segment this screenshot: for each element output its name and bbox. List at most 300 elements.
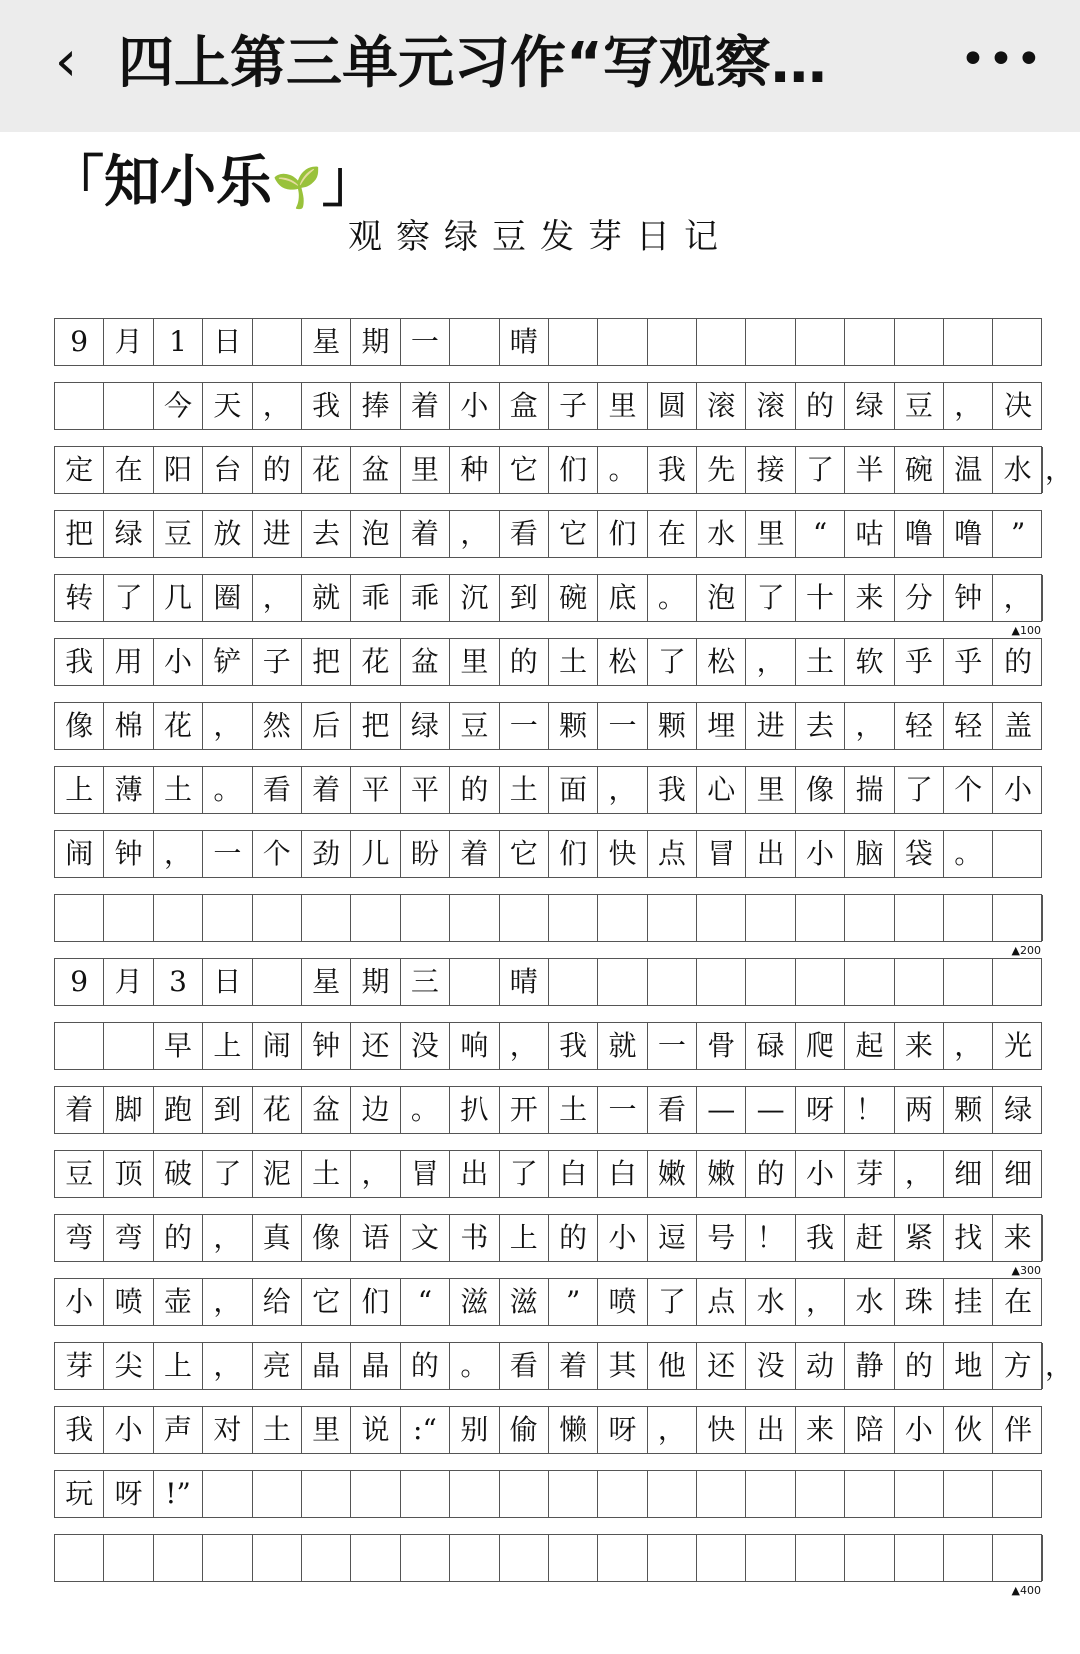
grid-cell: 了 bbox=[895, 767, 944, 813]
grid-cell bbox=[450, 1471, 499, 1517]
grid-cell: 晴 bbox=[500, 319, 549, 365]
grid-cell: 小 bbox=[895, 1407, 944, 1453]
grid-cell: 静 bbox=[845, 1343, 894, 1389]
grid-cell: 来 bbox=[845, 575, 894, 621]
grid-cell bbox=[944, 895, 993, 941]
grid-cell bbox=[401, 895, 450, 941]
grid-cell: 玩 bbox=[55, 1471, 104, 1517]
grid-cell: 。 bbox=[648, 575, 697, 621]
grid-cell bbox=[895, 319, 944, 365]
grid-cell: 赶 bbox=[845, 1215, 894, 1261]
grid-cell bbox=[746, 1471, 795, 1517]
grid-row bbox=[54, 1214, 1042, 1277]
grid-cell: ， bbox=[154, 831, 203, 877]
grid-cell: 的 bbox=[253, 447, 302, 493]
grid-cell: 着 bbox=[401, 383, 450, 429]
grid-cell: 决 bbox=[1004, 389, 1033, 422]
grid-cell: 两 bbox=[895, 1087, 944, 1133]
grid-cell: 声 bbox=[154, 1407, 203, 1453]
grid-cell: 用 bbox=[104, 639, 153, 685]
grid-cell bbox=[648, 959, 697, 1005]
grid-cell bbox=[104, 1535, 153, 1581]
grid-cell: “ bbox=[796, 511, 845, 557]
grid-cell: 三 bbox=[401, 959, 450, 1005]
grid-cell: 碗 bbox=[895, 447, 944, 493]
grid-cell: 把 bbox=[55, 511, 104, 557]
grid-cell bbox=[993, 1471, 1042, 1517]
logo-bracket: 」 bbox=[321, 150, 378, 215]
grid-cell bbox=[450, 1535, 499, 1581]
grid-cell bbox=[944, 319, 993, 365]
grid-cell bbox=[253, 1471, 302, 1517]
grid-cell: 伴 bbox=[1004, 1413, 1033, 1446]
grid-cell: 出 bbox=[450, 1151, 499, 1197]
grid-cell: 就 bbox=[302, 575, 351, 621]
grid-cell: 子 bbox=[549, 383, 598, 429]
grid-cell bbox=[845, 1535, 894, 1581]
chevron-left-icon: ‹ bbox=[54, 29, 78, 94]
grid-cell: 们 bbox=[549, 447, 598, 493]
grid-cell bbox=[55, 383, 104, 429]
grid-cell: 一 bbox=[598, 1087, 647, 1133]
grid-cell: 乖 bbox=[401, 575, 450, 621]
grid-cell: 边 bbox=[351, 1087, 400, 1133]
writing-grid bbox=[54, 318, 1074, 1598]
grid-cell bbox=[598, 959, 647, 1005]
grid-row bbox=[54, 1150, 1042, 1198]
grid-cell: 出 bbox=[746, 831, 795, 877]
grid-cell bbox=[55, 1535, 104, 1581]
grid-cell: 芽 bbox=[845, 1151, 894, 1197]
grid-row bbox=[54, 1406, 1042, 1454]
grid-cell: 劲 bbox=[302, 831, 351, 877]
grid-row bbox=[54, 318, 1042, 366]
grid-cell: 星 bbox=[302, 319, 351, 365]
grid-cell bbox=[895, 1535, 944, 1581]
grid-cell: ， bbox=[253, 575, 302, 621]
grid-cell: 种 bbox=[450, 447, 499, 493]
grid-cell bbox=[351, 1535, 400, 1581]
grid-cell: 水 bbox=[746, 1279, 795, 1325]
grid-cell: 着 bbox=[55, 1087, 104, 1133]
grid-cell: ” bbox=[549, 1279, 598, 1325]
grid-cell bbox=[895, 959, 944, 1005]
grid-cell: 碗 bbox=[549, 575, 598, 621]
grid-cell: 平 bbox=[401, 767, 450, 813]
grid-cell: 里 bbox=[598, 383, 647, 429]
grid-cell bbox=[895, 1471, 944, 1517]
grid-cell: 豆 bbox=[55, 1151, 104, 1197]
grid-cell: 松 bbox=[697, 639, 746, 685]
page-title: 四上第三单元习作“写观察… bbox=[118, 31, 827, 96]
grid-cell bbox=[253, 959, 302, 1005]
margin-punctuation: ， bbox=[1045, 453, 1074, 486]
grid-cell bbox=[796, 895, 845, 941]
grid-cell: 的 bbox=[1004, 645, 1033, 678]
grid-cell: 个 bbox=[253, 831, 302, 877]
grid-cell bbox=[944, 1471, 993, 1517]
grid-cell: ！ bbox=[845, 1087, 894, 1133]
grid-cell: 碌 bbox=[746, 1023, 795, 1069]
grid-cell: 上 bbox=[500, 1215, 549, 1261]
grid-cell bbox=[302, 1471, 351, 1517]
grid-cell: 上 bbox=[154, 1343, 203, 1389]
grid-cell: 我 bbox=[55, 639, 104, 685]
grid-cell: 号 bbox=[697, 1215, 746, 1261]
grid-cell: 土 bbox=[253, 1407, 302, 1453]
grid-cell: 的 bbox=[549, 1215, 598, 1261]
grid-cell: 圆 bbox=[648, 383, 697, 429]
grid-cell: 呀 bbox=[796, 1087, 845, 1133]
grid-cell: 绿 bbox=[401, 703, 450, 749]
grid-cell: 懒 bbox=[549, 1407, 598, 1453]
grid-cell: 分 bbox=[895, 575, 944, 621]
grid-cell: 它 bbox=[549, 511, 598, 557]
grid-cell: 真 bbox=[253, 1215, 302, 1261]
grid-cell: 没 bbox=[401, 1023, 450, 1069]
grid-cell: ， bbox=[648, 1407, 697, 1453]
grid-cell bbox=[746, 319, 795, 365]
grid-cell: 轻 bbox=[895, 703, 944, 749]
grid-cell: 然 bbox=[253, 703, 302, 749]
word-count-marker: ▲100 bbox=[1011, 624, 1041, 637]
grid-cell: 点 bbox=[697, 1279, 746, 1325]
grid-cell: 软 bbox=[845, 639, 894, 685]
grid-cell: 转 bbox=[55, 575, 104, 621]
grid-cell: 盖 bbox=[1004, 709, 1033, 742]
grid-cell: 小 bbox=[796, 831, 845, 877]
grid-cell: 看 bbox=[253, 767, 302, 813]
grid-cell bbox=[796, 1471, 845, 1517]
grid-cell: 小 bbox=[1004, 773, 1033, 806]
grid-cell: 台 bbox=[203, 447, 252, 493]
grid-cell: 泡 bbox=[351, 511, 400, 557]
grid-cell: 小 bbox=[598, 1215, 647, 1261]
grid-cell bbox=[253, 1535, 302, 1581]
grid-cell: 还 bbox=[351, 1023, 400, 1069]
grid-cell: ， bbox=[944, 383, 993, 429]
grid-cell: 小 bbox=[154, 639, 203, 685]
grid-cell: 喷 bbox=[598, 1279, 647, 1325]
grid-cell: 方 bbox=[993, 1343, 1042, 1389]
grid-cell: 日 bbox=[203, 319, 252, 365]
grid-cell: 松 bbox=[598, 639, 647, 685]
grid-cell: 了 bbox=[104, 575, 153, 621]
grid-cell: 快 bbox=[598, 831, 647, 877]
grid-cell: 一 bbox=[500, 703, 549, 749]
grid-cell: 来 bbox=[796, 1407, 845, 1453]
grid-cell: 看 bbox=[500, 511, 549, 557]
grid-cell: :“ bbox=[401, 1407, 450, 1453]
grid-cell: 其 bbox=[598, 1343, 647, 1389]
grid-cell: 我 bbox=[55, 1407, 104, 1453]
back-button[interactable] bbox=[34, 22, 98, 102]
grid-cell: 文 bbox=[401, 1215, 450, 1261]
grid-cell: 进 bbox=[253, 511, 302, 557]
grid-cell: 面 bbox=[549, 767, 598, 813]
grid-cell: 起 bbox=[845, 1023, 894, 1069]
grid-cell: 出 bbox=[746, 1407, 795, 1453]
grid-cell: ， bbox=[203, 1215, 252, 1261]
grid-cell: 土 bbox=[500, 767, 549, 813]
grid-cell: 放 bbox=[203, 511, 252, 557]
grid-cell: 里 bbox=[450, 639, 499, 685]
word-count-marker: ▲200 bbox=[1011, 944, 1041, 957]
grid-cell bbox=[944, 1535, 993, 1581]
grid-cell: 在 bbox=[648, 511, 697, 557]
grid-cell: 呀 bbox=[104, 1471, 153, 1517]
grid-cell bbox=[203, 895, 252, 941]
word-count-marker: ▲400 bbox=[1011, 1584, 1041, 1597]
grid-cell: 上 bbox=[55, 767, 104, 813]
grid-cell: 弯 bbox=[104, 1215, 153, 1261]
grid-cell: 们 bbox=[351, 1279, 400, 1325]
grid-cell: 水 bbox=[993, 447, 1042, 493]
grid-cell: 泡 bbox=[697, 575, 746, 621]
grid-cell: 滚 bbox=[746, 383, 795, 429]
grid-cell: 钟 bbox=[944, 575, 993, 621]
grid-cell: 嫩 bbox=[697, 1151, 746, 1197]
grid-cell bbox=[697, 1471, 746, 1517]
grid-cell: 滋 bbox=[450, 1279, 499, 1325]
grid-cell bbox=[993, 959, 1042, 1005]
grid-cell: ” bbox=[1010, 517, 1026, 550]
grid-row bbox=[54, 830, 1042, 878]
grid-cell bbox=[154, 1535, 203, 1581]
grid-cell: 的 bbox=[746, 1151, 795, 1197]
grid-cell bbox=[598, 895, 647, 941]
grid-cell: 我 bbox=[648, 447, 697, 493]
grid-cell: 钟 bbox=[104, 831, 153, 877]
grid-row bbox=[54, 1342, 1074, 1390]
margin-punctuation: ， bbox=[1045, 1349, 1074, 1382]
grid-cell: 嫩 bbox=[648, 1151, 697, 1197]
grid-cell bbox=[697, 1535, 746, 1581]
grid-cell: 跑 bbox=[154, 1087, 203, 1133]
grid-cell: 花 bbox=[351, 639, 400, 685]
grid-cell: 了 bbox=[796, 447, 845, 493]
grid-cell: 壶 bbox=[154, 1279, 203, 1325]
grid-row bbox=[54, 766, 1042, 814]
grid-cell: 小 bbox=[104, 1407, 153, 1453]
grid-cell: 没 bbox=[746, 1343, 795, 1389]
grid-cell: 给 bbox=[253, 1279, 302, 1325]
grid-cell bbox=[302, 1535, 351, 1581]
grid-cell bbox=[549, 1535, 598, 1581]
grid-cell: “ bbox=[401, 1279, 450, 1325]
grid-cell: 光 bbox=[1004, 1029, 1033, 1062]
grid-cell: 早 bbox=[154, 1023, 203, 1069]
grid-cell: 了 bbox=[746, 575, 795, 621]
grid-cell: 弯 bbox=[55, 1215, 104, 1261]
grid-cell: 喷 bbox=[104, 1279, 153, 1325]
grid-cell: 一 bbox=[598, 703, 647, 749]
grid-cell: 绿 bbox=[845, 383, 894, 429]
grid-cell: 来 bbox=[993, 1215, 1042, 1261]
grid-cell bbox=[648, 1471, 697, 1517]
grid-cell: 看 bbox=[500, 1343, 549, 1389]
grid-cell: 尖 bbox=[104, 1343, 153, 1389]
grid-cell: 们 bbox=[598, 511, 647, 557]
grid-cell: 花 bbox=[302, 447, 351, 493]
grid-cell: 里 bbox=[746, 767, 795, 813]
grid-cell: ， bbox=[796, 1279, 845, 1325]
grid-cell bbox=[203, 1471, 252, 1517]
grid-cell: 顶 bbox=[104, 1151, 153, 1197]
grid-cell: 点 bbox=[648, 831, 697, 877]
grid-cell: 看 bbox=[648, 1087, 697, 1133]
grid-cell: 。 bbox=[401, 1087, 450, 1133]
grid-cell: 小 bbox=[450, 383, 499, 429]
grid-cell: 儿 bbox=[351, 831, 400, 877]
grid-cell: 冒 bbox=[697, 831, 746, 877]
grid-cell: 里 bbox=[401, 447, 450, 493]
grid-cell: ， bbox=[500, 1023, 549, 1069]
grid-cell: 它 bbox=[500, 831, 549, 877]
grid-cell: 陪 bbox=[845, 1407, 894, 1453]
grid-cell: 土 bbox=[796, 639, 845, 685]
grid-cell: 它 bbox=[500, 447, 549, 493]
grid-cell: 钟 bbox=[302, 1023, 351, 1069]
grid-cell: 的 bbox=[895, 1343, 944, 1389]
grid-cell bbox=[796, 319, 845, 365]
grid-cell: 闹 bbox=[55, 831, 104, 877]
grid-cell: ， bbox=[944, 1023, 993, 1069]
grid-cell: 轻 bbox=[944, 703, 993, 749]
more-button[interactable] bbox=[960, 30, 1044, 90]
grid-cell: ， bbox=[895, 1151, 944, 1197]
grid-cell: 上 bbox=[203, 1023, 252, 1069]
grid-cell bbox=[845, 1471, 894, 1517]
grid-cell: 水 bbox=[697, 511, 746, 557]
grid-cell bbox=[500, 1471, 549, 1517]
grid-cell: 紧 bbox=[895, 1215, 944, 1261]
grid-cell: 豆 bbox=[154, 511, 203, 557]
grid-cell: 。 bbox=[450, 1343, 499, 1389]
grid-cell: 我 bbox=[796, 1215, 845, 1261]
grid-cell: 说 bbox=[351, 1407, 400, 1453]
grid-cell: 。 bbox=[203, 767, 252, 813]
grid-cell: 在 bbox=[104, 447, 153, 493]
grid-cell: 书 bbox=[450, 1215, 499, 1261]
grid-cell bbox=[845, 959, 894, 1005]
grid-cell: 月 bbox=[104, 319, 153, 365]
grid-cell bbox=[203, 1535, 252, 1581]
grid-cell bbox=[104, 1023, 153, 1069]
grid-cell: 着 bbox=[549, 1343, 598, 1389]
grid-cell: 天 bbox=[203, 383, 252, 429]
grid-cell: 闹 bbox=[253, 1023, 302, 1069]
grid-cell: 们 bbox=[549, 831, 598, 877]
grid-cell bbox=[351, 1471, 400, 1517]
grid-cell: 先 bbox=[697, 447, 746, 493]
grid-cell bbox=[450, 319, 499, 365]
grid-cell bbox=[253, 895, 302, 941]
grid-cell bbox=[796, 959, 845, 1005]
grid-cell: 棉 bbox=[104, 703, 153, 749]
grid-cell bbox=[746, 1535, 795, 1581]
grid-cell: 小 bbox=[796, 1151, 845, 1197]
grid-cell: 晶 bbox=[351, 1343, 400, 1389]
grid-cell: ， bbox=[993, 575, 1042, 621]
grid-cell bbox=[598, 1535, 647, 1581]
grid-cell: 一 bbox=[648, 1023, 697, 1069]
grid-cell: 破 bbox=[154, 1151, 203, 1197]
grid-cell: 语 bbox=[351, 1215, 400, 1261]
grid-cell: 袋 bbox=[895, 831, 944, 877]
grid-cell bbox=[993, 831, 1042, 877]
grid-cell: !” bbox=[154, 1471, 203, 1517]
grid-cell: 逗 bbox=[648, 1215, 697, 1261]
grid-cell bbox=[796, 1535, 845, 1581]
grid-cell: 盆 bbox=[302, 1087, 351, 1133]
grid-cell: 的 bbox=[500, 639, 549, 685]
grid-cell bbox=[500, 1535, 549, 1581]
grid-cell: 一 bbox=[203, 831, 252, 877]
grid-cell: 几 bbox=[154, 575, 203, 621]
grid-cell: 捧 bbox=[351, 383, 400, 429]
grid-cell: 里 bbox=[302, 1407, 351, 1453]
grid-cell: 爬 bbox=[796, 1023, 845, 1069]
grid-cell: 脚 bbox=[104, 1087, 153, 1133]
grid-cell bbox=[401, 1535, 450, 1581]
grid-cell: 它 bbox=[302, 1279, 351, 1325]
grid-cell bbox=[746, 959, 795, 1005]
grid-row bbox=[54, 446, 1074, 494]
grid-cell: 我 bbox=[302, 383, 351, 429]
grid-cell: 着 bbox=[450, 831, 499, 877]
grid-cell: 颗 bbox=[648, 703, 697, 749]
grid-cell: 底 bbox=[598, 575, 647, 621]
grid-cell: 伙 bbox=[944, 1407, 993, 1453]
grid-cell: ！ bbox=[746, 1215, 795, 1261]
grid-row bbox=[54, 958, 1042, 1006]
ellipsis-icon: ••• bbox=[960, 34, 1044, 85]
grid-cell bbox=[944, 959, 993, 1005]
grid-cell: 就 bbox=[598, 1023, 647, 1069]
grid-cell bbox=[598, 319, 647, 365]
grid-cell bbox=[500, 895, 549, 941]
grid-cell: 盆 bbox=[351, 447, 400, 493]
grid-cell: 着 bbox=[302, 767, 351, 813]
grid-cell bbox=[450, 895, 499, 941]
grid-cell bbox=[104, 383, 153, 429]
grid-cell: 花 bbox=[253, 1087, 302, 1133]
grid-cell: 阳 bbox=[154, 447, 203, 493]
grid-cell bbox=[302, 895, 351, 941]
grid-row bbox=[54, 1534, 1042, 1597]
grid-cell: 白 bbox=[549, 1151, 598, 1197]
grid-cell: 温 bbox=[944, 447, 993, 493]
grid-cell bbox=[895, 895, 944, 941]
grid-cell: 芽 bbox=[55, 1343, 104, 1389]
grid-cell bbox=[104, 895, 153, 941]
grid-cell: ， bbox=[845, 703, 894, 749]
grid-cell bbox=[648, 319, 697, 365]
grid-cell: 土 bbox=[154, 767, 203, 813]
grid-cell: 白 bbox=[598, 1151, 647, 1197]
grid-cell: ， bbox=[351, 1151, 400, 1197]
grid-cell: 动 bbox=[796, 1343, 845, 1389]
top-bar bbox=[0, 0, 1080, 132]
grid-cell: 到 bbox=[203, 1087, 252, 1133]
grid-row bbox=[54, 382, 1042, 430]
grid-cell: 进 bbox=[746, 703, 795, 749]
grid-row bbox=[54, 894, 1042, 957]
grid-cell: 冒 bbox=[401, 1151, 450, 1197]
grid-cell: — bbox=[746, 1087, 795, 1133]
grid-cell: 扒 bbox=[450, 1087, 499, 1133]
